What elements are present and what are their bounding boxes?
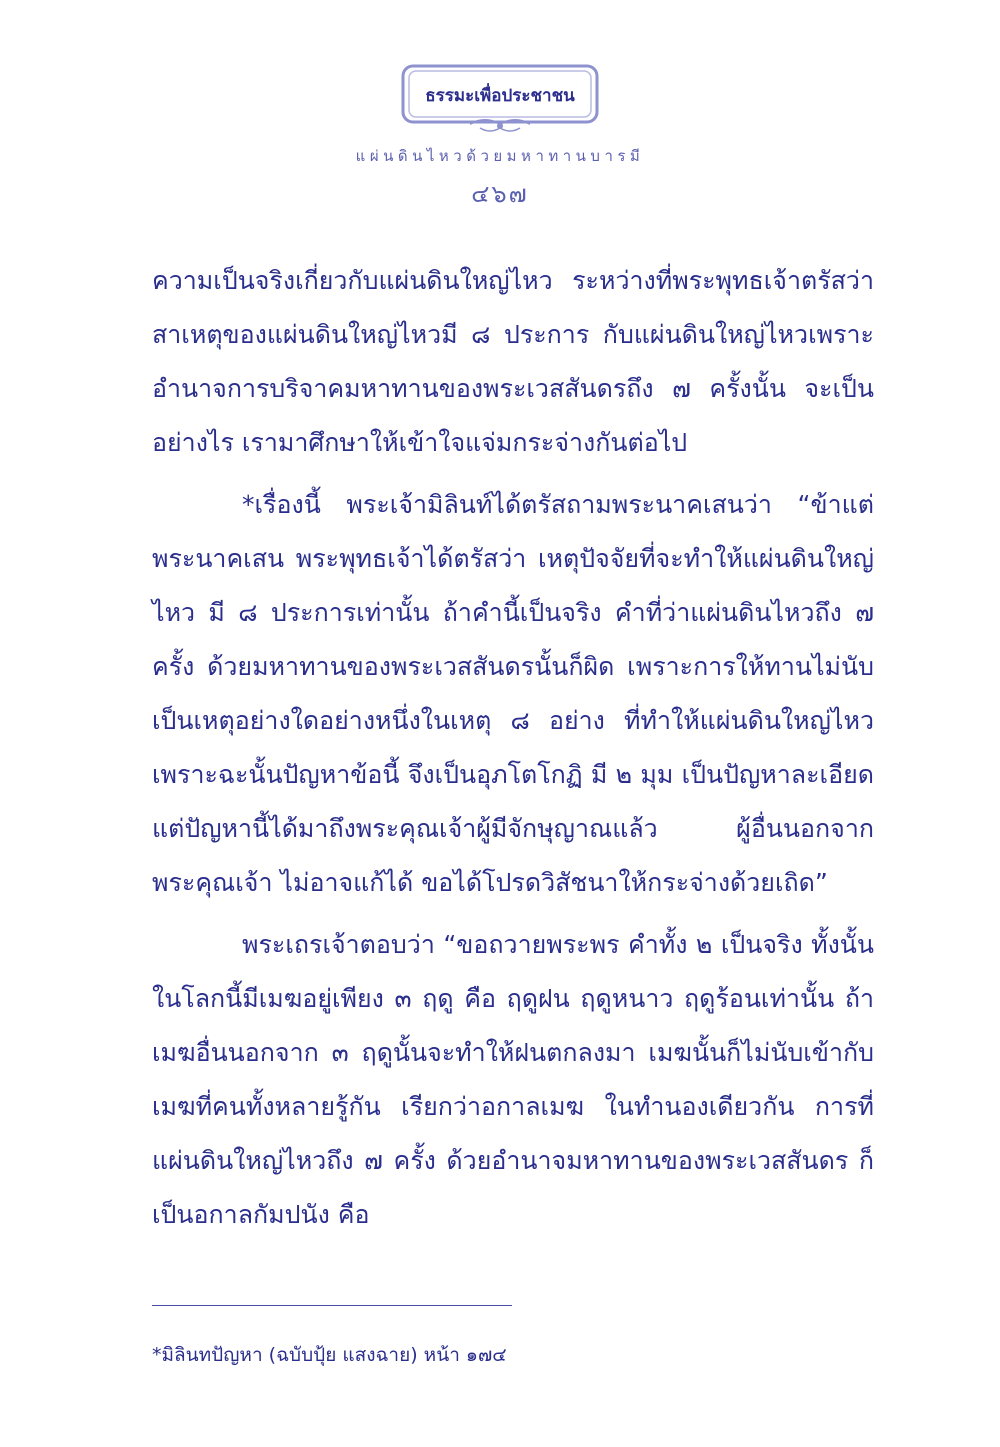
- page-number: ๔๖๗: [471, 180, 529, 208]
- running-title: แผ่นดินไหวด้วยมหาทานบารมี: [355, 147, 645, 165]
- paragraph: ความเป็นจริงเกี่ยวกับแผ่นดินใหญ่ไหว ระหว่างที่พระพุทธเจ้าตรัสว่า สาเหตุของแผ่นดินใหญ่ไหวมี ๘ ประการ กับแผ่นดินใหญ่ไหวเพราะอำนาจการบริจาคมหาทานของพระเวสสันดรถึง ๗ ครั้งนั้น จะเป็นอย่างไร เรามาศึกษาให้เข้าใจแจ่มกระจ่างกันต่อไป: [152, 266, 874, 457]
- footnote: *มิลินทปัญหา (ฉบับปุ้ย แสงฉาย) หน้า ๑๗๔: [152, 1344, 507, 1366]
- paragraph: พระเถรเจ้าตอบว่า “ขอถวายพระพร คำทั้ง ๒ เป็นจริง ทั้งนั้น ในโลกนี้มีเมฆอยู่เพียง ๓ ฤดู คือ ฤดูฝน ฤดูหนาว ฤดูร้อนเท่านั้น ถ้าเมฆอื่นนอกจาก ๓ ฤดูนั้นจะทำให้ฝนตกลงมา เมฆนั้นก็ไม่นับเข้ากับเมฆที่คนทั้งหลายรู้กัน เรียกว่าอกาลเมฆ ในทำนองเดียวกัน การที่แผ่นดินใหญ่ไหวถึง ๗ ครั้ง ด้วยอำนาจมหาทานของพระเวสสันดร ก็เป็นอกาลกัมปนัง คือ: [152, 930, 874, 1229]
- logo-text: ธรรมะเพื่อประชาชน: [425, 86, 575, 106]
- series-logo: [400, 60, 600, 138]
- footnote-divider: [152, 1305, 512, 1306]
- page-header: [0, 60, 1000, 213]
- body-text: [152, 254, 874, 1250]
- paragraph: *เรื่องนี้ พระเจ้ามิลินท์ได้ตรัสถามพระนาคเสนว่า “ข้าแต่พระนาคเสน พระพุทธเจ้าได้ตรัสว่า เหตุปัจจัยที่จะทำให้แผ่นดินใหญ่ไหว มี ๘ ประการเท่านั้น ถ้าคำนี้เป็นจริง คำที่ว่าแผ่นดินไหวถึง ๗ ครั้ง ด้วยมหาทานของพระเวสสันดรนั้นก็ผิด เพราะการให้ทานไม่นับเป็นเหตุอย่างใดอย่างหนึ่งในเหตุ ๘ อย่าง ที่ทำให้แผ่นดินใหญ่ไหว เพราะฉะนั้นปัญหาข้อนี้ จึงเป็นอุภโตโกฏิ มี ๒ มุม เป็นปัญหาละเอียด แต่ปัญหานี้ได้มาถึงพระคุณเจ้าผู้มีจักษุญาณแล้ว ผู้อื่นนอกจากพระคุณเจ้า ไม่อาจแก้ได้ ขอได้โปรดวิสัชนาให้กระจ่างด้วยเถิด”: [152, 490, 874, 897]
